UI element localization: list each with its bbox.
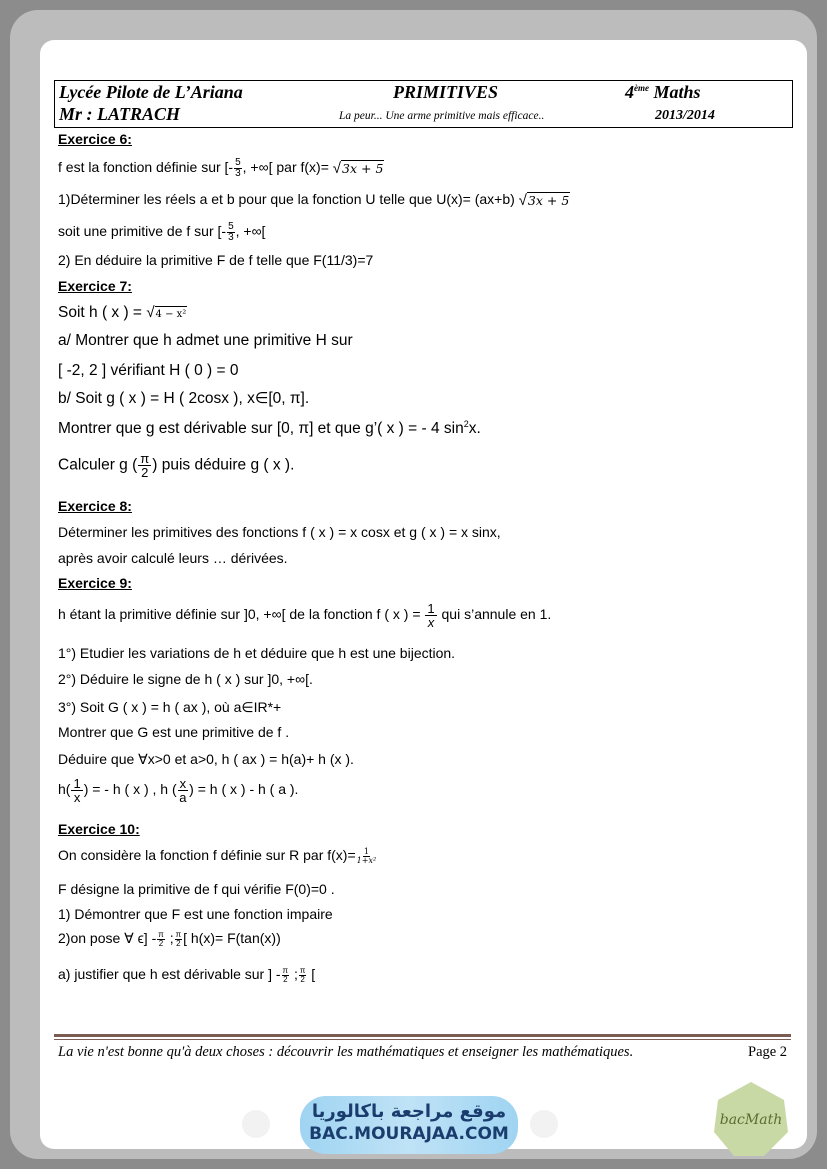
ex10-title: Exercice 10: <box>58 821 140 837</box>
ex9-line1: h étant la primitive définie sur ]0, +∞[ de la fonction f ( x ) = $\frac{1}{x}$ qui s’annule en 1. <box>58 601 552 630</box>
banner-url[interactable]: BAC.MOURAJAA.COM <box>309 1124 509 1144</box>
ex6-line1: f est la fonction définie sur [- $\frac{5}{3}$ , +∞[ par f(x)= √3x + 5 <box>58 157 384 179</box>
ex9-line2: 1°) Etudier les variations de h et déduire que h est une bijection. <box>58 645 456 661</box>
site-logo-icon <box>242 1110 270 1138</box>
ex7-line5: Montrer que g est dérivable sur [0, π] et que g’( x ) = - 4 $\sin^2x$. <box>58 418 481 437</box>
ex8-line1: Déterminer les primitives des fonctions f ( x ) = x cosx et g ( x ) = x sinx, <box>58 524 501 540</box>
ex7-line2: a/ Montrer que h admet une primitive H sur <box>58 332 353 349</box>
page-frame <box>10 10 817 1159</box>
ex10-line5: a) justifier que h est dérivable sur ] - $\frac{\pi}{2}$ ; $\frac{\pi}{2}$ [ <box>58 965 316 984</box>
ex9-line7: h( $\frac{1}{x}$ ) = - h ( x ) , h ( $\frac{x}{a}$ ) = h ( x ) - h ( a ). <box>58 776 299 805</box>
page-number: Page 2 <box>748 1044 788 1060</box>
teacher-name: Mr : LATRACH <box>59 104 181 124</box>
footer-quote: La vie n'est bonne qu'à deux choses : découvrir les mathématiques et enseigner les mathématiques. <box>58 1044 634 1060</box>
ex7-line3: [ -2, 2 ] vérifiant H ( 0 ) = 0 <box>58 362 239 379</box>
ex10-line1: On considère la fonction f définie sur R par f(x)= $\frac{1}{\text{1+x²}}$ <box>58 846 377 865</box>
ex10-line4: 2)on pose ∀ ϵ] - $\frac{\pi}{2}$ ; $\frac{\pi}{2}$ [ h(x)= F(tan(x)) <box>58 929 281 948</box>
school-year: 2013/2014 <box>655 108 715 123</box>
footer-divider-thin <box>54 1039 791 1040</box>
ex9-line5: Montrer que G est une primitive de f . <box>58 724 290 740</box>
ex10-line2: F désigne la primitive de f qui vérifie F(0)=0 . <box>58 881 335 897</box>
ex9-line6: Déduire que ∀x>0 et a>0, h ( ax ) = h(a)+ h (x ). <box>58 751 354 767</box>
site-logo-icon <box>530 1110 558 1138</box>
ex10-line3: 1) Démontrer que F est une fonction impaire <box>58 906 333 922</box>
ex6-line4: 2) En déduire la primitive F de f telle que F(11/3)=7 <box>58 252 374 268</box>
site-banner[interactable] <box>300 1096 518 1154</box>
doc-title: PRIMITIVES <box>393 82 499 102</box>
ex7-title: Exercice 7: <box>58 278 132 294</box>
level: 4ème Maths <box>625 82 701 102</box>
bacmath-logo <box>712 1080 790 1158</box>
ex6-title: Exercice 6: <box>58 131 132 147</box>
logo-text: bacMath <box>719 1112 783 1128</box>
ex7-line4: b/ Soit g ( x ) = H ( 2cosx ), x∈[0, π]. <box>58 390 310 407</box>
ex9-line3: 2°) Déduire le signe de h ( x ) sur ]0, +∞[. <box>58 671 313 687</box>
sqrt-expression: √4 − x² <box>146 304 187 321</box>
ex9-line4: 3°) Soit G ( x ) = h ( ax ), où a∈IR*+ <box>58 699 282 715</box>
sqrt-expression: √3x + 5 <box>332 160 384 177</box>
ex6-line2: 1)Déterminer les réels a et b pour que la fonction U telle que U(x)= (ax+b) √3x + 5 <box>58 191 570 209</box>
school-name: Lycée Pilote de L’Ariana <box>59 82 243 102</box>
ex8-line2: après avoir calculé leurs … dérivées. <box>58 550 288 566</box>
banner-arabic: موقع مراجعة باكالوريا <box>311 1101 507 1122</box>
ex7-line6: Calculer g ( $\frac{\pi}{2}$ ) puis déduire g ( x ). <box>58 451 295 480</box>
ex7-line1: Soit h ( x ) = √4 − x² <box>58 304 187 322</box>
motto: La peur... Une arme primitive mais efficace.. <box>339 110 545 122</box>
document-page <box>40 40 807 1149</box>
ex6-line3: soit une primitive de f sur [- $\frac{5}{3}$ , +∞[ <box>58 221 266 243</box>
sqrt-expression: √3x + 5 <box>518 191 570 209</box>
footer-divider <box>54 1034 791 1037</box>
ex8-title: Exercice 8: <box>58 498 132 514</box>
ex9-title: Exercice 9: <box>58 575 132 591</box>
header-box <box>54 80 793 128</box>
